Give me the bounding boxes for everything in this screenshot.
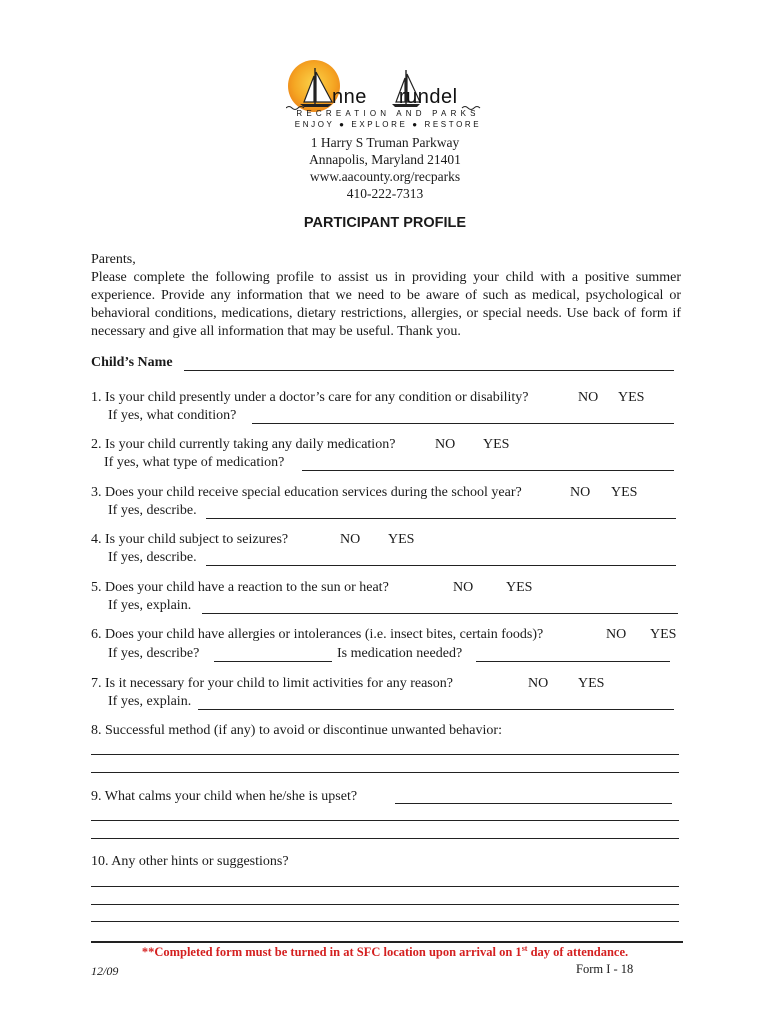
q7-explain-field[interactable] [198, 709, 674, 710]
intro-paragraph: Please complete the following profile to assist us in providing your child with a positive summer experience. Provide any information that we need to be aware of such as medical, psychological or behavioral conditions, medications, dietary restrictions, allergies, or special needs. Use back of form if necessary and give all information that may be useful. Thank you. [91, 270, 681, 339]
q9-answer-field[interactable] [395, 803, 672, 804]
q7-yes-option[interactable]: YES [578, 676, 605, 691]
q1-condition-field[interactable] [252, 423, 674, 424]
q9-answer-line-2[interactable] [91, 820, 679, 821]
page-title: PARTICIPANT PROFILE [303, 215, 467, 231]
question-6: 6. Does your child have allergies or intolerances (i.e. insect bites, certain foods)? [91, 627, 544, 642]
q6-medication-label: Is medication needed? [337, 646, 463, 661]
q4-no-option[interactable]: NO [340, 532, 361, 547]
q10-answer-line-2[interactable] [91, 904, 679, 905]
logo-subtitle: RECREATION AND PARKS [296, 109, 480, 118]
submission-notice [0, 944, 770, 960]
notice-text-end: day of attendance. [527, 945, 629, 960]
question-1: 1. Is your child presently under a doctor’s care for any condition or disability? [91, 390, 529, 405]
notice-text-start: **Completed form must be turned in at SFC location upon arrival on 1 [141, 945, 522, 960]
q6-yes-option[interactable]: YES [650, 627, 677, 642]
q1-no-option[interactable]: NO [578, 390, 599, 405]
q5-yes-option[interactable]: YES [506, 580, 533, 595]
question-10: 10. Any other hints or suggestions? [91, 854, 289, 869]
q6-describe-field[interactable] [214, 661, 332, 662]
q4-yes-option[interactable]: YES [388, 532, 415, 547]
question-3: 3. Does your child receive special education services during the school year? [91, 485, 522, 500]
revision-date: 12/09 [91, 964, 119, 978]
logo-tagline: ENJOY ● EXPLORE ● RESTORE [294, 120, 482, 129]
q2-no-option[interactable]: NO [435, 437, 456, 452]
phone-number: 410-222-7313 [346, 186, 424, 201]
q4-describe-field[interactable] [206, 565, 676, 566]
q5-explain-field[interactable] [202, 613, 678, 614]
child-name-field[interactable] [184, 370, 674, 371]
q7-no-option[interactable]: NO [528, 676, 549, 691]
q3-followup-label: If yes, describe. [108, 503, 197, 518]
q4-followup-label: If yes, describe. [108, 550, 197, 565]
notice-superscript: st [521, 944, 528, 953]
website-link[interactable]: www.aacounty.org/recparks [309, 169, 461, 184]
q1-yes-option[interactable]: YES [618, 390, 645, 405]
q3-yes-option[interactable]: YES [611, 485, 638, 500]
q1-followup-label: If yes, what condition? [108, 408, 237, 423]
q6-no-option[interactable]: NO [606, 627, 627, 642]
address-line-1: 1 Harry S Truman Parkway [310, 135, 460, 150]
salutation: Parents, [91, 252, 136, 267]
q8-answer-line-1[interactable] [91, 754, 679, 755]
question-8: 8. Successful method (if any) to avoid or discontinue unwanted behavior: [91, 723, 502, 738]
address-line-2: Annapolis, Maryland 21401 [309, 152, 461, 167]
logo-wordmark: nne rundel [332, 86, 458, 108]
q3-no-option[interactable]: NO [570, 485, 591, 500]
q9-answer-line-3[interactable] [91, 838, 679, 839]
question-4: 4. Is your child subject to seizures? [91, 532, 289, 547]
q2-medication-field[interactable] [302, 470, 674, 471]
q5-followup-label: If yes, explain. [108, 598, 192, 613]
question-9: 9. What calms your child when he/she is upset? [91, 789, 358, 804]
question-2: 2. Is your child currently taking any daily medication? [91, 437, 396, 452]
anne-arundel-logo [286, 58, 486, 132]
q10-answer-line-3[interactable] [91, 921, 679, 922]
q6-medication-field[interactable] [476, 661, 670, 662]
q7-followup-label: If yes, explain. [108, 694, 192, 709]
q3-describe-field[interactable] [206, 518, 676, 519]
footer-divider [91, 941, 683, 943]
form-number: Form I - 18 [576, 962, 634, 976]
question-5: 5. Does your child have a reaction to the sun or heat? [91, 580, 389, 595]
q8-answer-line-2[interactable] [91, 772, 679, 773]
q2-followup-label: If yes, what type of medication? [104, 455, 285, 470]
question-7: 7. Is it necessary for your child to limit activities for any reason? [91, 676, 453, 691]
q2-yes-option[interactable]: YES [483, 437, 510, 452]
q10-answer-line-1[interactable] [91, 886, 679, 887]
q6-followup-label: If yes, describe? [108, 646, 200, 661]
q5-no-option[interactable]: NO [453, 580, 474, 595]
child-name-label: Child’s Name [91, 355, 173, 370]
